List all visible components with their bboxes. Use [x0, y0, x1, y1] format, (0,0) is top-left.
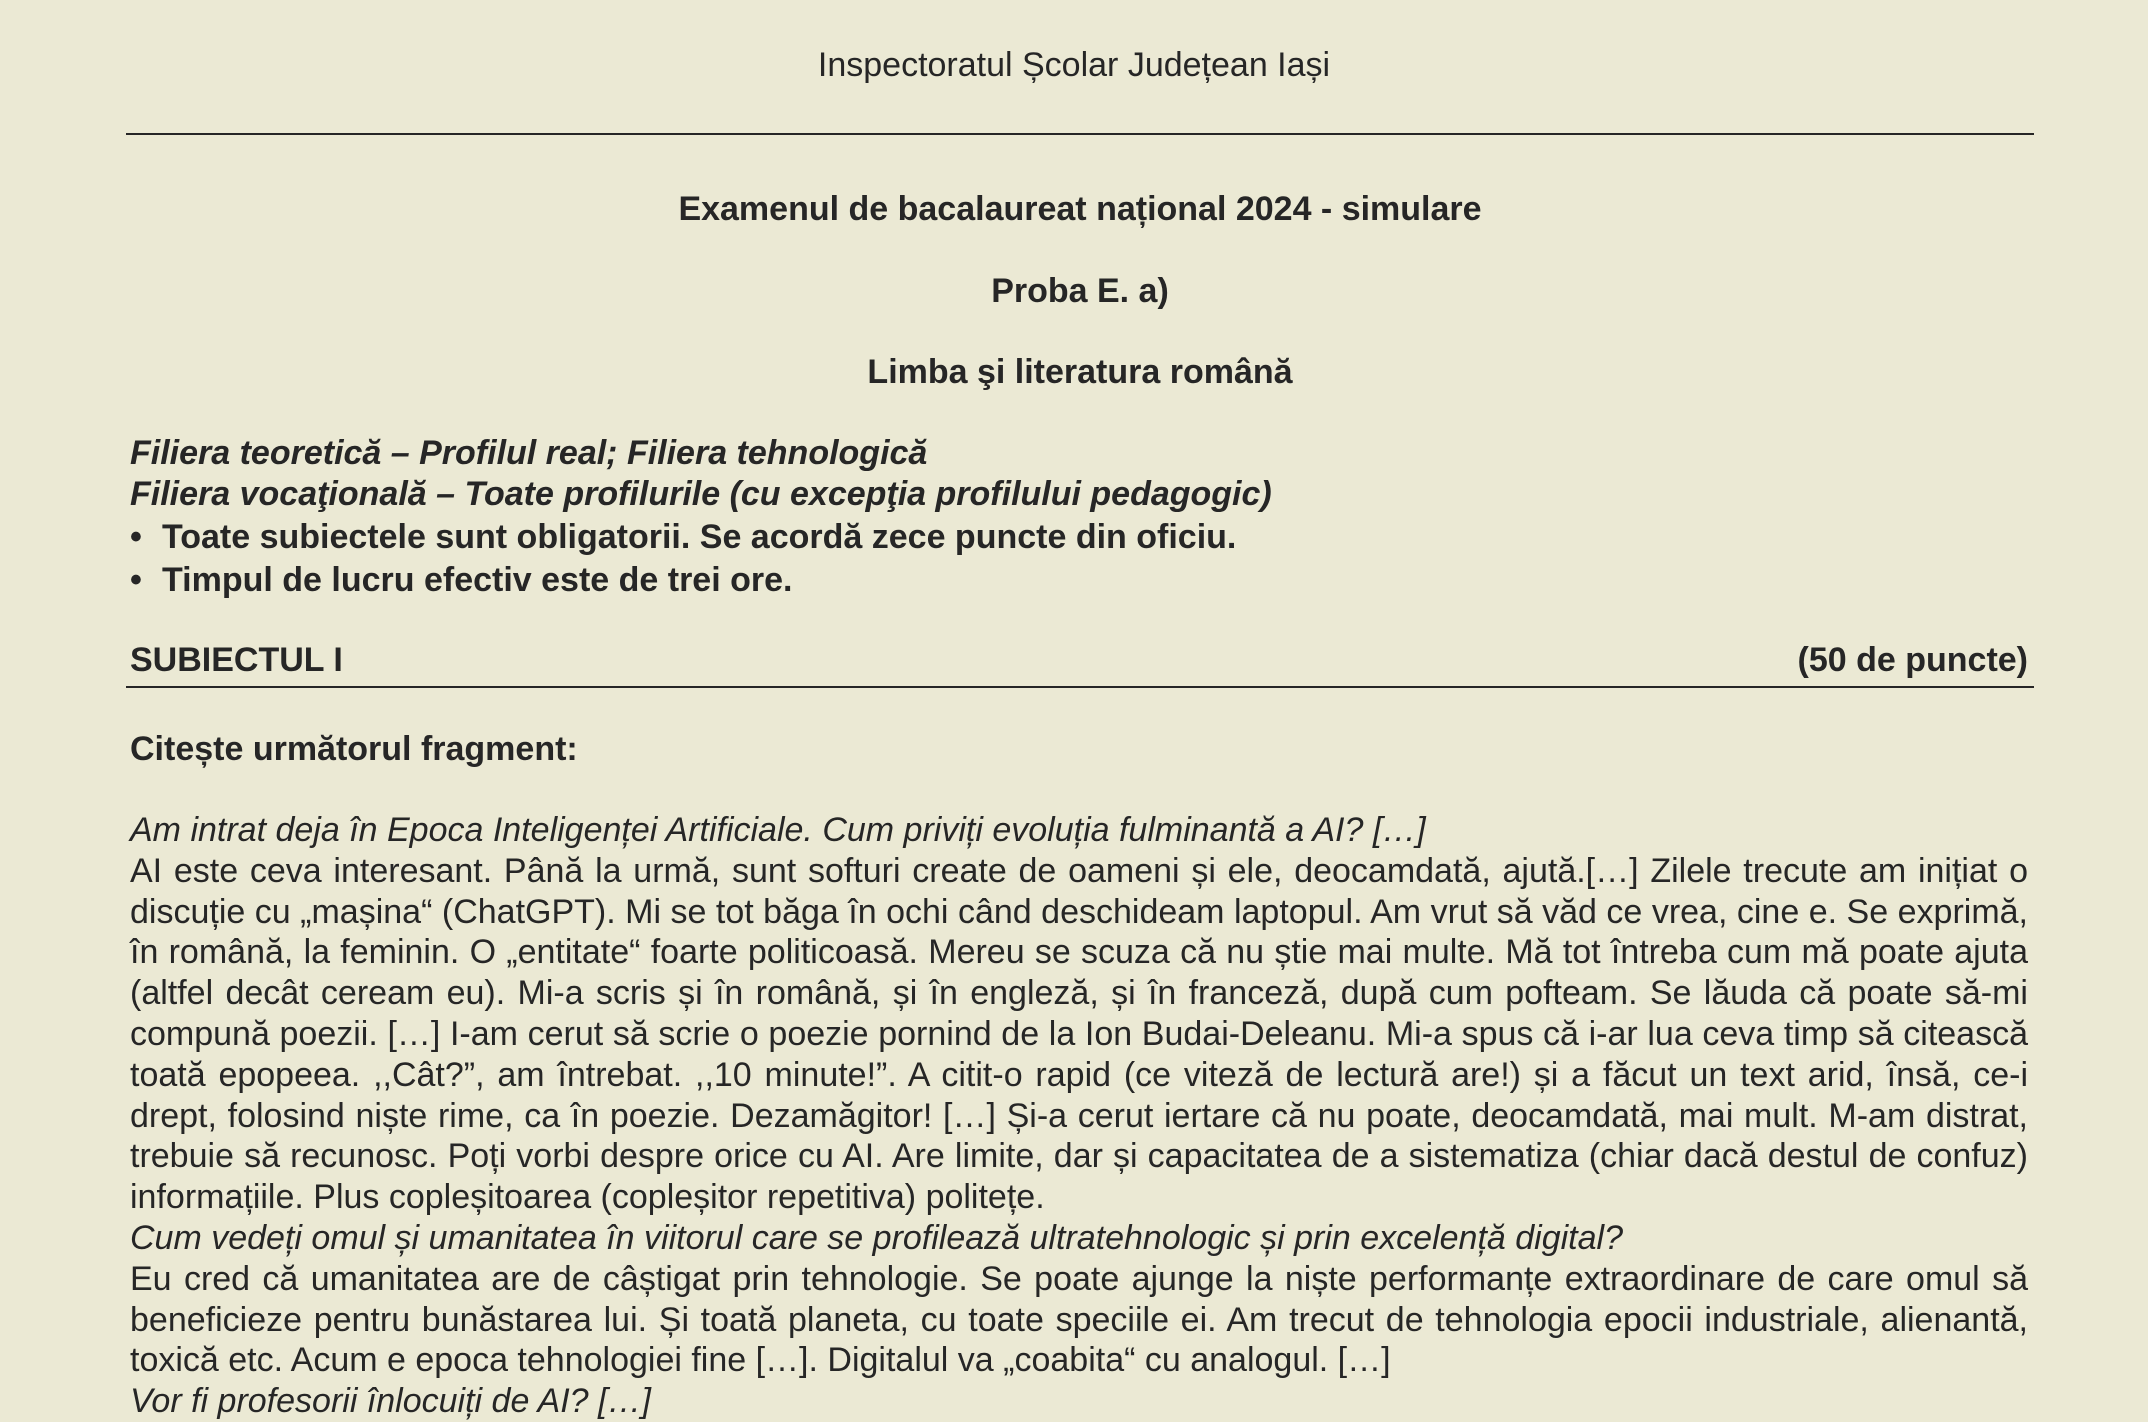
profiles-block [130, 433, 2028, 515]
bullet-icon: • [130, 561, 142, 599]
profile-line-2: Filiera vocaţională – Toate profilurile (cu excepţia profilului pedagogic) [130, 475, 1272, 513]
section-divider [126, 686, 2034, 688]
rule-item [130, 559, 2028, 602]
interview-question: Vor fi profesorii înlocuiți de AI? […] [130, 1382, 651, 1421]
instruction-label: Citește următorul fragment: [130, 730, 578, 768]
rule-text: Timpul de lucru efectiv este de trei ore. [162, 561, 793, 599]
interview-question: Am intrat deja în Epoca Inteligenței Artificiale. Cum priviți evoluția fulminantă a AI? […] [130, 811, 1426, 849]
subject-title: Limba şi literatura română [867, 353, 1293, 391]
rules-list [130, 516, 2028, 602]
section-points: (50 de puncte) [1797, 641, 2028, 679]
profile-line-1: Filiera teoretică – Profilul real; Filiera tehnologică [130, 434, 928, 472]
section-heading [130, 641, 2028, 680]
reading-fragment [130, 810, 2028, 1422]
header-divider [126, 133, 2034, 135]
rule-item [130, 516, 2028, 559]
bullet-icon: • [130, 518, 142, 556]
interview-answer: Eu cred că umanitatea are de câștigat prin tehnologie. Se poate ajunge la niște performanțe extraordinare de care omul să beneficieze pentru bunăstarea lui. Și toată planeta, cu toate speciile ei. Am trecut de tehnologia epocii industriale, alienantă, toxică etc. Acum e epoca tehnologiei fine […]. Digitalul va „coabita“ cu analogul. […] [130, 1259, 2028, 1380]
section-name: SUBIECTUL I [130, 641, 343, 679]
rule-text: Toate subiectele sunt obligatorii. Se acordă zece puncte din oficiu. [162, 518, 1237, 556]
institution-header: Inspectoratul Școlar Județean Iași [817, 46, 1331, 84]
exam-title: Examenul de bacalaureat național 2024 - simulare [678, 190, 1482, 228]
interview-question: Cum vedeți omul și umanitatea în viitorul care se profilează ultratehnologic și prin excelență digital? [130, 1218, 1623, 1257]
proba-title: Proba E. a) [991, 272, 1169, 310]
interview-answer: AI este ceva interesant. Până la urmă, sunt softuri create de oameni și ele, deocamdată, ajută.[…] Zilele trecute am inițiat o discuție cu „mașina“ (ChatGPT). Mi se tot băga în ochi când deschideam laptopul. Am vrut să văd ce vrea, cine e. Se exprimă, în română, la feminin. O „entitate“ foarte politicoasă. Mereu se scuza că nu știe mai multe. Mă tot întreba cum mă poate ajuta (altfel decât ceream eu). Mi-a scris și în română, și în engleză, și în franceză, după cum pofteam. Se lăuda că poate să-mi compună poezii. […] I-am cerut să scrie o poezie pornind de la Ion Budai-Deleanu. Mi-a spus că i-ar lua ceva timp să citească toată epopeea. ,,Cât?”, am întrebat. ,,10 minute!”. A citit-o rapid (ce viteză de lectură are!) și a făcut un text arid, însă, ce-i drept, folosind niște rime, ca în poezie. Dezamăgitor! […] Și-a cerut iertare că nu poate, deocamdată, mai mult. M-am distrat, trebuie să recunosc. Poți vorbi despre orice cu AI. Are limite, dar și capacitatea de a sistematiza (chiar dacă destul de confuz) informațiile. Plus copleșitoarea (copleșitor repetitiva) politețe. [130, 851, 2028, 1217]
